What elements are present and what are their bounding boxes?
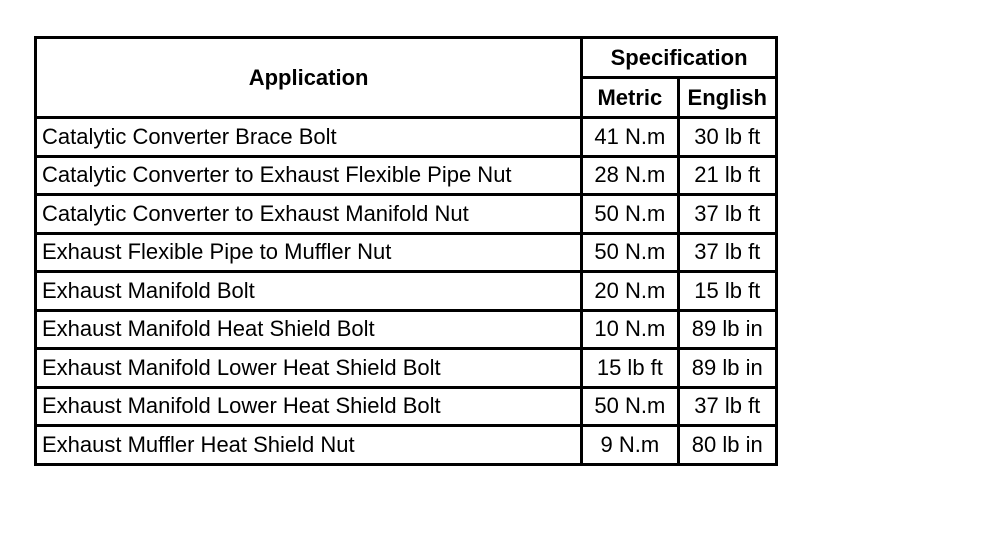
application-cell: Catalytic Converter to Exhaust Flexible Pipe Nut (36, 156, 582, 195)
metric-cell: 20 N.m (582, 272, 678, 311)
table-row (36, 310, 777, 349)
metric-column-header: Metric (582, 78, 678, 118)
metric-cell: 50 N.m (582, 387, 678, 426)
application-cell: Exhaust Flexible Pipe to Muffler Nut (36, 233, 582, 272)
english-cell: 89 lb in (678, 310, 776, 349)
specification-column-header: Specification (582, 38, 777, 78)
application-cell: Exhaust Manifold Heat Shield Bolt (36, 310, 582, 349)
metric-cell: 9 N.m (582, 426, 678, 465)
header-row (36, 38, 777, 78)
english-cell: 30 lb ft (678, 118, 776, 157)
table-row (36, 195, 777, 234)
table-row (36, 349, 777, 388)
application-cell: Exhaust Manifold Lower Heat Shield Bolt (36, 349, 582, 388)
table-row (36, 156, 777, 195)
table-body (36, 118, 777, 465)
table-row (36, 118, 777, 157)
torque-specification-table (34, 36, 778, 466)
application-column-header: Application (36, 38, 582, 118)
application-cell: Catalytic Converter to Exhaust Manifold Nut (36, 195, 582, 234)
english-cell: 15 lb ft (678, 272, 776, 311)
english-cell: 37 lb ft (678, 195, 776, 234)
metric-cell: 15 lb ft (582, 349, 678, 388)
metric-cell: 41 N.m (582, 118, 678, 157)
metric-cell: 50 N.m (582, 195, 678, 234)
table-header (36, 38, 777, 118)
application-cell: Exhaust Manifold Lower Heat Shield Bolt (36, 387, 582, 426)
metric-cell: 50 N.m (582, 233, 678, 272)
english-cell: 89 lb in (678, 349, 776, 388)
application-cell: Exhaust Muffler Heat Shield Nut (36, 426, 582, 465)
english-cell: 37 lb ft (678, 387, 776, 426)
english-cell: 80 lb in (678, 426, 776, 465)
metric-cell: 10 N.m (582, 310, 678, 349)
metric-cell: 28 N.m (582, 156, 678, 195)
table-row (36, 272, 777, 311)
table-row (36, 426, 777, 465)
english-cell: 21 lb ft (678, 156, 776, 195)
table-row (36, 233, 777, 272)
application-cell: Catalytic Converter Brace Bolt (36, 118, 582, 157)
english-cell: 37 lb ft (678, 233, 776, 272)
table-row (36, 387, 777, 426)
english-column-header: English (678, 78, 776, 118)
application-cell: Exhaust Manifold Bolt (36, 272, 582, 311)
